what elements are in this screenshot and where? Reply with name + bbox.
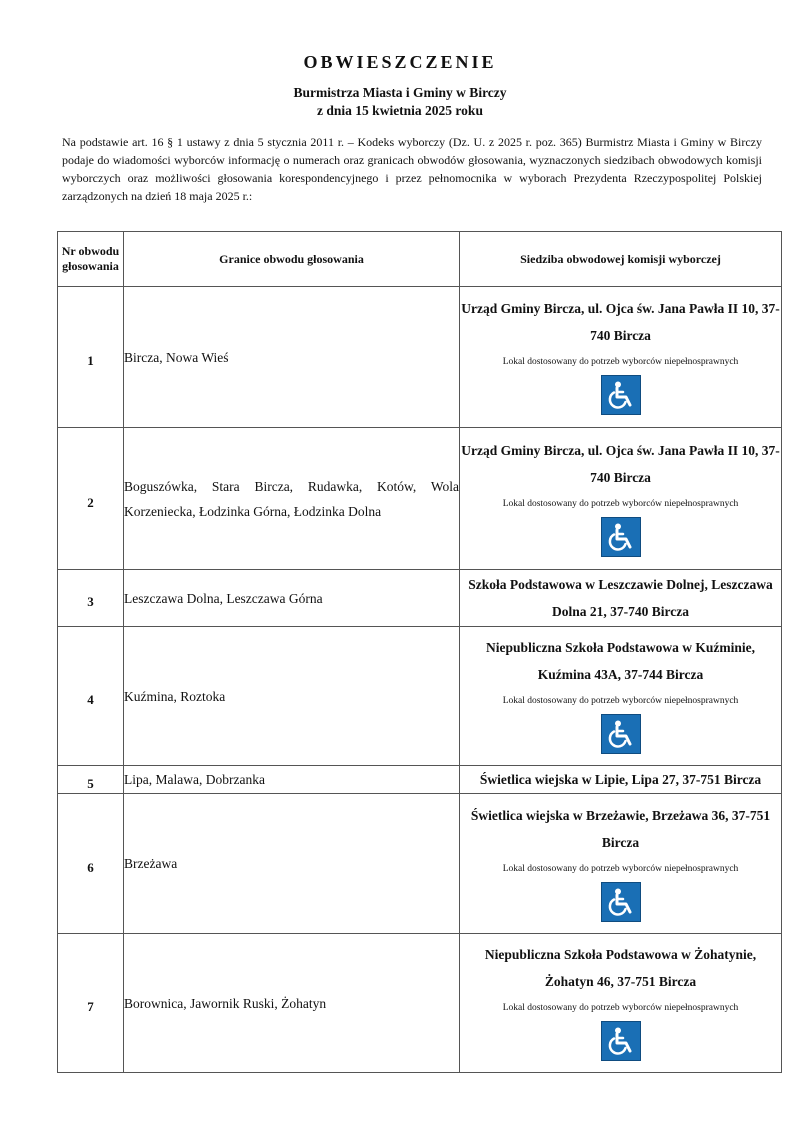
district-bounds: Bircza, Nowa Wieś (124, 287, 460, 428)
district-number: 1 (58, 287, 124, 428)
district-bounds: Lipa, Malawa, Dobrzanka (124, 766, 460, 794)
district-number: 2 (58, 428, 124, 570)
table-row (58, 627, 782, 766)
accessibility-note: Lokal dostosowany do potrzeb wyborców niepełnosprawnych (502, 696, 739, 706)
district-bounds: Kuźmina, Roztoka (124, 627, 460, 766)
table-header-row (58, 232, 782, 287)
district-number: 4 (58, 627, 124, 766)
table-row (58, 428, 782, 570)
commission-seat-address: Świetlica wiejska w Lipie, Lipa 27, 37-751 Bircza (479, 772, 762, 787)
district-bounds: Leszczawa Dolna, Leszczawa Górna (124, 570, 460, 627)
accessibility-note: Lokal dostosowany do potrzeb wyborców niepełnosprawnych (502, 357, 739, 367)
wheelchair-accessible-icon (601, 882, 641, 922)
districts-table (57, 231, 782, 1073)
wheelchair-accessible-icon (601, 517, 641, 557)
accessibility-note: Lokal dostosowany do potrzeb wyborców niepełnosprawnych (502, 1003, 739, 1013)
district-number: 7 (58, 934, 124, 1073)
table-row (58, 287, 782, 428)
commission-seat (460, 794, 782, 934)
district-bounds: Borownica, Jawornik Ruski, Żohatyn (124, 934, 460, 1073)
accessibility-note: Lokal dostosowany do potrzeb wyborców niepełnosprawnych (502, 498, 739, 509)
district-number: 5 (58, 766, 124, 794)
commission-seat (460, 627, 782, 766)
district-bounds: Boguszówka, Stara Bircza, Rudawka, Kotów, Wola Korzeniecka, Łodzinka Górna, Łodzinka Dolna (124, 428, 460, 570)
wheelchair-accessible-icon (601, 375, 641, 415)
wheelchair-accessible-icon (601, 714, 641, 754)
header-commission-seat: Siedziba obwodowej komisji wyborczej (460, 232, 782, 287)
document-title: OBWIESZCZENIE (303, 52, 497, 72)
table-row (58, 794, 782, 934)
commission-seat (460, 428, 782, 570)
commission-seat-address: Szkoła Podstawowa w Leszczawie Dolnej, Leszczawa Dolna 21, 37-740 Bircza (468, 577, 773, 619)
wheelchair-accessible-icon (601, 1021, 641, 1061)
table-row (58, 570, 782, 627)
table-row (58, 766, 782, 794)
district-number: 6 (58, 794, 124, 934)
commission-seat-address: Niepubliczna Szkoła Podstawowa w Kuźminie, Kuźmina 43A, 37-744 Bircza (486, 640, 755, 682)
commission-seat (460, 934, 782, 1073)
commission-seat (460, 570, 782, 627)
commission-seat-address: Urząd Gminy Bircza, ul. Ojca św. Jana Pawła II 10, 37-740 Bircza (461, 442, 780, 485)
commission-seat-address: Świetlica wiejska w Brzeżawie, Brzeżawa 36, 37-751 Bircza (470, 807, 771, 850)
district-bounds: Brzeżawa (124, 794, 460, 934)
document-subtitle-authority: Burmistrza Miasta i Gminy w Birczy (293, 85, 507, 100)
intro-paragraph: Na podstawie art. 16 § 1 ustawy z dnia 5 stycznia 2011 r. – Kodeks wyborczy (Dz. U. z 2025 r. poz. 365) Burmistrz Miasta i Gminy w Birczy podaje do wiadomości wyborców informację o numerach oraz granicach obwodów głosowania, wyznaczonych siedzibach obwodowych komisji wyborczych oraz możliwości głosowania korespondencyjnego i przez pełnomocnika w wyborach Prezydenta Rzeczypospolitej Polskiej zarządzonych na dzień 18 maja 2025 r.: (62, 135, 762, 203)
header-district-number: Nr obwodu głosowania (58, 232, 124, 287)
table-row (58, 934, 782, 1073)
document-subtitle-date: z dnia 15 kwietnia 2025 roku (317, 103, 483, 118)
commission-seat-address: Urząd Gminy Bircza, ul. Ojca św. Jana Pawła II 10, 37-740 Bircza (461, 301, 780, 343)
district-number: 3 (58, 570, 124, 627)
accessibility-note: Lokal dostosowany do potrzeb wyborców niepełnosprawnych (502, 863, 739, 874)
commission-seat (460, 766, 782, 794)
commission-seat (460, 287, 782, 428)
header-district-bounds: Granice obwodu głosowania (124, 232, 460, 287)
commission-seat-address: Niepubliczna Szkoła Podstawowa w Żohatynie, Żohatyn 46, 37-751 Bircza (484, 947, 757, 989)
